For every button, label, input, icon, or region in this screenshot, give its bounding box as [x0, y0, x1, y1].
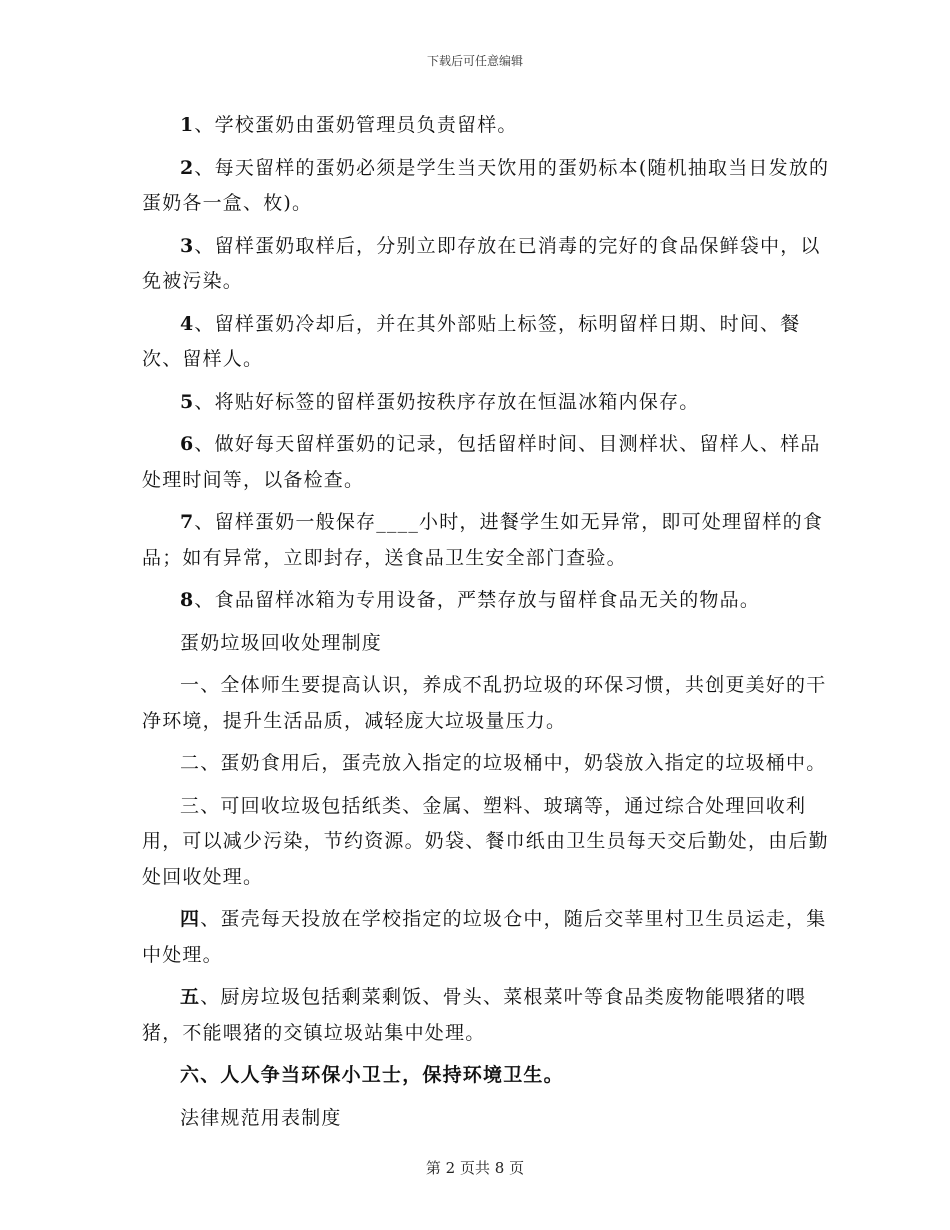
section-heading-garbage: [142, 626, 832, 662]
paragraph-bold-text: 六、人人争当环保小卫士，保持环境卫生。: [180, 1064, 564, 1086]
paragraph-rule-4: [142, 307, 832, 378]
paragraph-rule-3: [142, 229, 832, 300]
paragraph-text: 、蛋壳每天投放在学校指定的垃圾仓中，随后交莘里村卫生员运走，集中处理。: [142, 908, 827, 966]
paragraph-number: 五: [180, 986, 201, 1008]
paragraph-text: 三、可回收垃圾包括纸类、金属、塑料、玻璃等，通过综合处理回收利用，可以减少污染，节约资源。奶袋、餐巾纸由卫生员每天交后勤处，由后勤处回收处理。: [142, 794, 829, 888]
paragraph-number: 2: [180, 156, 195, 179]
paragraph-rule-5: [142, 385, 832, 421]
paragraph-item-3: [142, 789, 832, 896]
document-body: [142, 108, 832, 1143]
paragraph-number: 8: [180, 589, 195, 611]
paragraph-text: 一、全体师生要提高认识，养成不乱扔垃圾的环保习惯，共创更美好的干净环境，提升生活品质，减轻庞大垃圾量压力。: [142, 674, 827, 732]
paragraph-rule-1: [142, 108, 832, 144]
paragraph-item-2: [142, 746, 832, 782]
paragraph-rule-8: [142, 583, 832, 619]
paragraph-text: 、学校蛋奶由蛋奶管理员负责留样。: [194, 114, 518, 136]
paragraph-text: 、留样蛋奶一般保存____小时，进餐学生如无异常，即可处理留样的食品；如有异常，立即封存，送食品卫生安全部门查验。: [142, 511, 824, 569]
heading-text: 法律规范用表制度: [180, 1106, 342, 1129]
paragraph-number: 5: [180, 390, 195, 413]
paragraph-text: 、留样蛋奶取样后，分别立即存放在已消毒的完好的食品保鲜袋中，以免被污染。: [142, 234, 821, 292]
page-header: 下载后可任意编辑: [426, 54, 523, 68]
page-footer: 第 2 页共 8 页: [425, 1159, 525, 1177]
paragraph-item-1: [142, 668, 832, 739]
paragraph-rule-6: [142, 427, 832, 498]
paragraph-number: 4: [180, 312, 195, 335]
paragraph-text: 、食品留样冰箱为专用设备，严禁存放与留样食品无关的物品。: [194, 589, 761, 611]
paragraph-text: 、留样蛋奶冷却后，并在其外部贴上标签，标明留样日期、时间、餐次、留样人。: [142, 312, 801, 370]
section-heading-forms: [142, 1101, 832, 1137]
paragraph-number: 1: [180, 114, 195, 136]
paragraph-number: 6: [180, 433, 195, 455]
paragraph-number: 3: [180, 234, 195, 257]
paragraph-text: 、做好每天留样蛋奶的记录，包括留样时间、目测样状、留样人、样品处理时间等，以备检查。: [142, 433, 821, 491]
paragraph-text: 、将贴好标签的留样蛋奶按秩序存放在恒温冰箱内保存。: [194, 390, 700, 413]
paragraph-number: 四: [180, 908, 201, 930]
paragraph-item-6: [142, 1058, 832, 1094]
paragraph-rule-2: [142, 151, 832, 222]
paragraph-number: 7: [180, 511, 195, 533]
heading-text: 蛋奶垃圾回收处理制度: [180, 631, 383, 654]
paragraph-text: 、每天留样的蛋奶必须是学生当天饮用的蛋奶标本(随机抽取当日发放的蛋奶各一盒、枚)。: [142, 156, 830, 214]
paragraph-item-5: [142, 980, 832, 1051]
paragraph-text: 二、蛋奶食用后，蛋壳放入指定的垃圾桶中，奶袋放入指定的垃圾桶中。: [180, 752, 827, 774]
paragraph-item-4: [142, 902, 832, 973]
paragraph-rule-7: [142, 505, 832, 576]
paragraph-text: 、厨房垃圾包括剩菜剩饭、骨头、菜根菜叶等食品类废物能喂猪的喂猪，不能喂猪的交镇垃圾站集中处理。: [142, 986, 807, 1044]
